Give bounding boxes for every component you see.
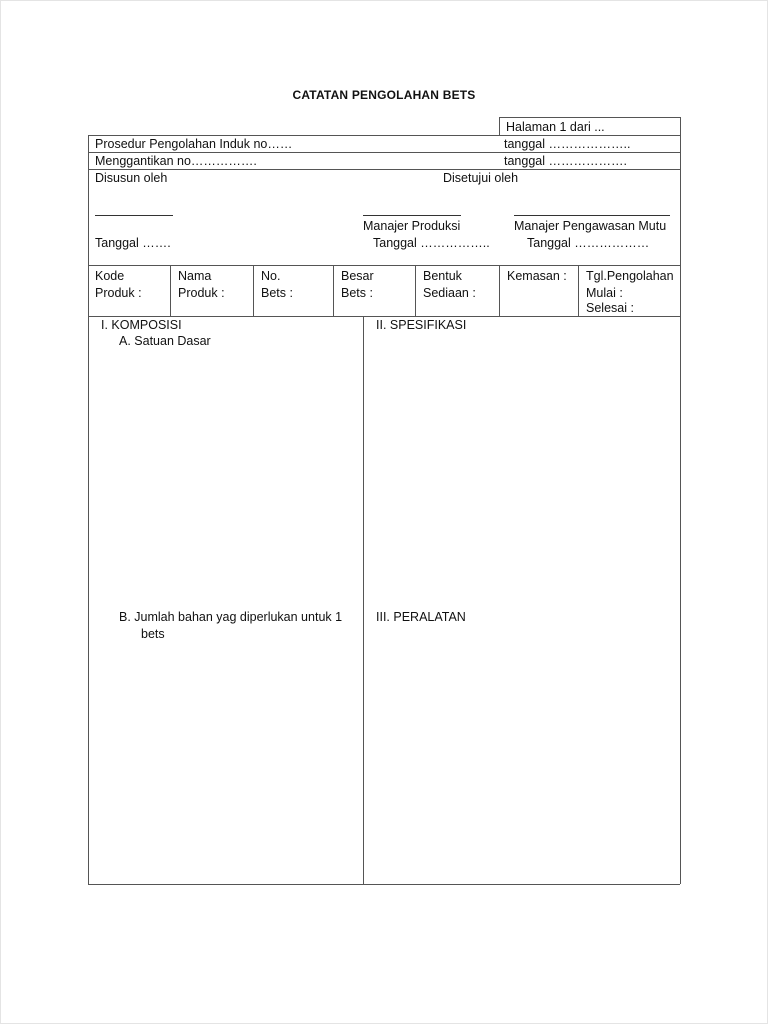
- manajer-produksi-label: Manajer Produksi: [363, 219, 461, 233]
- spesifikasi-heading: II. SPESIFIKASI: [376, 318, 467, 332]
- halaman-left-line: [499, 117, 500, 135]
- tgl-pengolahan-line2: Mulai :: [586, 286, 623, 300]
- disetujui-oleh-label: Disetujui oleh: [443, 171, 519, 185]
- disusun-oleh-label: Disusun oleh: [95, 171, 168, 185]
- prosedur-tanggal-field: tanggal ………………..: [504, 137, 631, 151]
- halaman-top-line: [499, 117, 680, 118]
- no-bets-line2: Bets :: [261, 286, 293, 300]
- menggantikan-tanggal-field: tanggal ……………….: [504, 154, 627, 168]
- jumlah-bahan-heading: B. Jumlah bahan yag diperlukan untuk 1: [119, 610, 343, 624]
- product-col-divider-2: [253, 265, 254, 316]
- product-col-divider-3: [333, 265, 334, 316]
- menggantikan-field: Menggantikan no…………….: [95, 154, 257, 168]
- nama-produk-line1: Nama: [178, 269, 212, 283]
- no-bets-line1: No.: [261, 269, 281, 283]
- row-divider-2: [88, 169, 680, 170]
- table-left-line: [88, 135, 89, 884]
- signature-line-manajer-produksi: [363, 215, 461, 216]
- signature-line-disusun: [95, 215, 173, 216]
- body-col-divider: [363, 316, 364, 884]
- product-col-divider-1: [170, 265, 171, 316]
- besar-bets-line1: Besar: [341, 269, 374, 283]
- table-bottom-line: [88, 884, 680, 885]
- satuan-dasar-heading: A. Satuan Dasar: [119, 334, 211, 348]
- product-col-divider-4: [415, 265, 416, 316]
- row-divider-3: [88, 265, 680, 266]
- tanggal-disusun-field: Tanggal …….: [95, 236, 171, 250]
- halaman-field: Halaman 1 dari ...: [506, 120, 605, 134]
- jumlah-bahan-heading-cont: bets: [141, 627, 165, 641]
- product-col-divider-5: [499, 265, 500, 316]
- manajer-mutu-label: Manajer Pengawasan Mutu: [514, 219, 667, 233]
- besar-bets-line2: Bets :: [341, 286, 373, 300]
- bentuk-sediaan-line2: Sediaan :: [423, 286, 476, 300]
- kode-produk-line1: Kode: [95, 269, 125, 283]
- prosedur-field: Prosedur Pengolahan Induk no……: [95, 137, 293, 151]
- table-right-line: [680, 117, 681, 884]
- nama-produk-line2: Produk :: [178, 286, 225, 300]
- bentuk-sediaan-line1: Bentuk: [423, 269, 462, 283]
- kode-produk-line2: Produk :: [95, 286, 142, 300]
- manajer-mutu-tanggal-field: Tanggal ………………: [527, 236, 650, 250]
- tgl-pengolahan-line3: Selesai :: [586, 301, 634, 315]
- komposisi-heading: I. KOMPOSISI: [101, 318, 182, 332]
- manajer-produksi-tanggal-field: Tanggal ……………..: [373, 236, 490, 250]
- kemasan-line1: Kemasan :: [507, 269, 567, 283]
- product-col-divider-6: [578, 265, 579, 316]
- tgl-pengolahan-line1: Tgl.Pengolahan: [586, 269, 674, 283]
- document-title: CATATAN PENGOLAHAN BETS: [292, 88, 476, 102]
- peralatan-heading: III. PERALATAN: [376, 610, 466, 624]
- signature-line-manajer-mutu: [514, 215, 670, 216]
